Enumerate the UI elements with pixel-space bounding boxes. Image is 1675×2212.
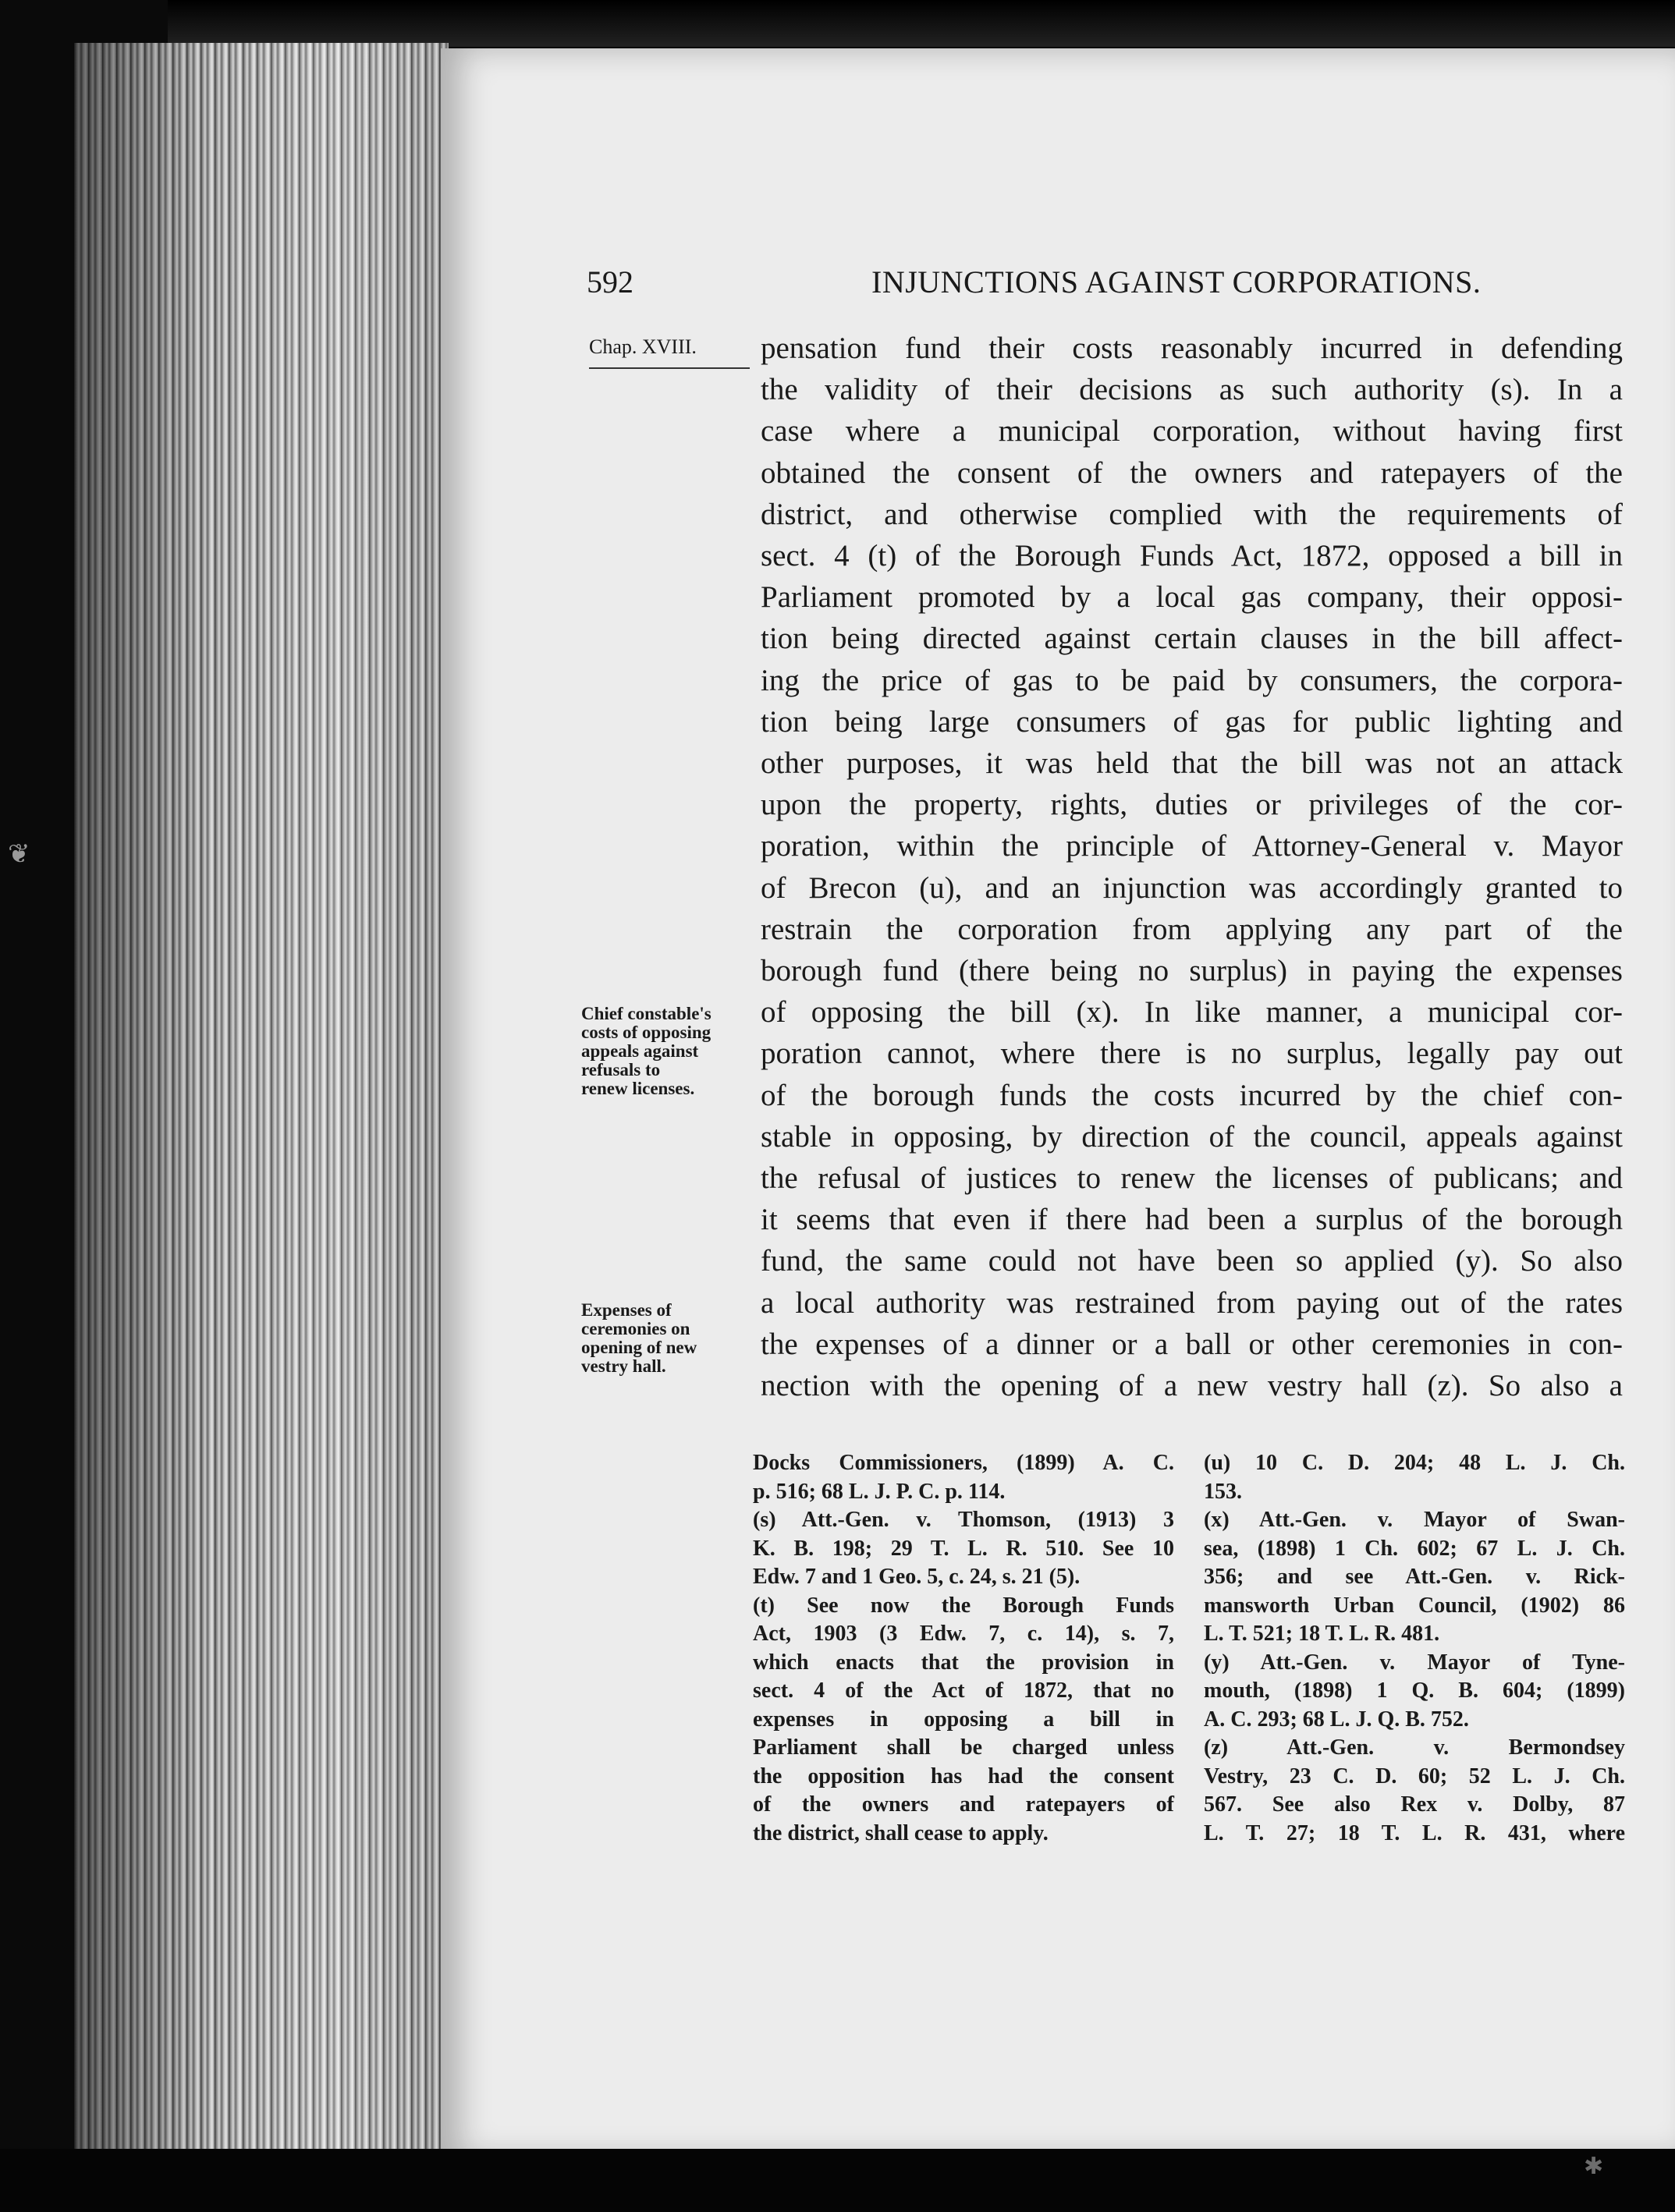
footnote-line: Act, 1903 (3 Edw. 7, c. 14), s. 7, bbox=[753, 1622, 1174, 1646]
footnote-line: A. C. 293; 68 L. J. Q. B. 752. bbox=[1204, 1707, 1469, 1732]
footnote-line: expenses in opposing a bill in bbox=[753, 1707, 1174, 1732]
margin-note-line: Chief constable's bbox=[581, 1004, 712, 1023]
body-line: district, and otherwise complied with the requirements of bbox=[761, 497, 1623, 531]
footnote-line: mouth, (1898) 1 Q. B. 604; (1899) bbox=[1204, 1678, 1625, 1703]
margin-note-line: renew licenses. bbox=[581, 1079, 695, 1098]
chapter-label: Chap. XVIII. bbox=[589, 331, 750, 369]
body-line: Parliament promoted by a local gas company, their opposi- bbox=[761, 580, 1623, 615]
body-line: the validity of their decisions as such authority (s). In a bbox=[761, 373, 1623, 407]
body-line: case where a municipal corporation, without having first bbox=[761, 414, 1623, 448]
body-line: other purposes, it was held that the bill was not an attack bbox=[761, 746, 1623, 781]
footnote-line: sect. 4 of the Act of 1872, that no bbox=[753, 1678, 1174, 1703]
body-line: sect. 4 (t) of the Borough Funds Act, 1872, opposed a bill in bbox=[761, 539, 1623, 573]
footnote-line: the district, shall cease to apply. bbox=[753, 1820, 1049, 1845]
body-line: restrain the corporation from applying any part of the bbox=[761, 912, 1623, 946]
scan-bottom-border bbox=[0, 2149, 1675, 2212]
page-header bbox=[587, 259, 1624, 306]
body-line: tion being directed against certain clauses in the bill affect- bbox=[761, 622, 1623, 656]
footnote-line: the opposition has had the consent bbox=[753, 1764, 1174, 1788]
footnote-line: (y) Att.-Gen. v. Mayor of Tyne- bbox=[1204, 1650, 1625, 1675]
body-line: poration, within the principle of Attorney-General v. Mayor bbox=[761, 829, 1623, 863]
body-line: it seems that even if there had been a surplus of the borough bbox=[761, 1203, 1623, 1237]
body-line: fund, the same could not have been so applied (y). So also bbox=[761, 1244, 1623, 1278]
body-line: nection with the opening of a new vestry hall (z). So also a bbox=[761, 1369, 1623, 1403]
body-line: the refusal of justices to renew the licenses of publicans; and bbox=[761, 1161, 1623, 1196]
body-text bbox=[761, 328, 1623, 1420]
margin-note-line: Expenses of bbox=[581, 1300, 672, 1320]
footnote-line: 153. bbox=[1204, 1479, 1242, 1504]
footnote-line: K. B. 198; 29 T. L. R. 510. See 10 bbox=[753, 1536, 1174, 1561]
running-head: INJUNCTIONS AGAINST CORPORATIONS. bbox=[871, 264, 1482, 300]
footnote-line: Parliament shall be charged unless bbox=[753, 1735, 1174, 1760]
body-line: upon the property, rights, duties or privileges of the cor- bbox=[761, 788, 1623, 822]
margin-note-line: opening of new bbox=[581, 1338, 697, 1357]
margin-note-line: refusals to bbox=[581, 1060, 661, 1079]
footnote-line: L. T. 521; 18 T. L. R. 481. bbox=[1204, 1622, 1440, 1646]
page-number: 592 bbox=[587, 264, 633, 300]
footnote-line: Edw. 7 and 1 Geo. 5, c. 24, s. 21 (5). bbox=[753, 1565, 1081, 1589]
body-line: borough fund (there being no surplus) in paying the expenses bbox=[761, 954, 1623, 988]
footnote-line: which enacts that the provision in bbox=[753, 1650, 1174, 1675]
margin-note-line: vestry hall. bbox=[581, 1356, 666, 1376]
body-line: poration cannot, where there is no surplus, legally pay out bbox=[761, 1037, 1623, 1071]
footnote-line: L. T. 27; 18 T. L. R. 431, where bbox=[1204, 1820, 1625, 1845]
footnote-line: sea, (1898) 1 Ch. 602; 67 L. J. Ch. bbox=[1204, 1536, 1625, 1561]
footnote-line: Vestry, 23 C. D. 60; 52 L. J. Ch. bbox=[1204, 1764, 1625, 1788]
footnote-line: (x) Att.-Gen. v. Mayor of Swan- bbox=[1204, 1508, 1625, 1532]
footnote-line: (s) Att.-Gen. v. Thomson, (1913) 3 bbox=[753, 1508, 1174, 1532]
margin-note-line: appeals against bbox=[581, 1041, 699, 1061]
body-line: obtained the consent of the owners and ratepayers of the bbox=[761, 456, 1623, 490]
page-edges-shadow bbox=[74, 43, 449, 2149]
footnotes-right-column bbox=[1204, 1449, 1625, 1848]
footnote-line: of the owners and ratepayers of bbox=[753, 1792, 1174, 1817]
scan-speck-mark: ❦ bbox=[8, 838, 30, 870]
body-line: of opposing the bill (x). In like manner, a municipal cor- bbox=[761, 995, 1623, 1030]
body-line: of Brecon (u), and an injunction was accordingly granted to bbox=[761, 870, 1623, 905]
scan-speck-mark: ✱ bbox=[1584, 2153, 1604, 2180]
footnote-line: p. 516; 68 L. J. P. C. p. 114. bbox=[753, 1479, 1006, 1504]
footnotes-left-column bbox=[753, 1449, 1174, 1848]
body-line: ing the price of gas to be paid by consumers, the corpora- bbox=[761, 663, 1623, 697]
footnote-line: mansworth Urban Council, (1902) 86 bbox=[1204, 1593, 1625, 1618]
footnote-line: 356; and see Att.-Gen. v. Rick- bbox=[1204, 1565, 1625, 1589]
margin-note-line: ceremonies on bbox=[581, 1319, 690, 1338]
body-line: pensation fund their costs reasonably incurred in defending bbox=[761, 331, 1623, 365]
footnote-line: (t) See now the Borough Funds bbox=[753, 1593, 1174, 1618]
footnote-line: (u) 10 C. D. 204; 48 L. J. Ch. bbox=[1204, 1451, 1625, 1475]
footnote-line: (z) Att.-Gen. v. Bermondsey bbox=[1204, 1735, 1625, 1760]
footnote-line: Docks Commissioners, (1899) A. C. bbox=[753, 1451, 1174, 1475]
body-line: of the borough funds the costs incurred by the chief con- bbox=[761, 1078, 1623, 1112]
body-line: stable in opposing, by direction of the council, appeals against bbox=[761, 1119, 1623, 1154]
scan-top-border bbox=[168, 0, 1675, 47]
body-line: the expenses of a dinner or a ball or other ceremonies in con- bbox=[761, 1327, 1623, 1361]
body-line: tion being large consumers of gas for public lighting and bbox=[761, 704, 1623, 739]
body-line: a local authority was restrained from paying out of the rates bbox=[761, 1285, 1623, 1320]
margin-note-chief-constable bbox=[581, 1005, 737, 1098]
footnote-line: 567. See also Rex v. Dolby, 87 bbox=[1204, 1792, 1625, 1817]
margin-note-ceremonies bbox=[581, 1301, 737, 1376]
margin-note-line: costs of opposing bbox=[581, 1023, 712, 1042]
